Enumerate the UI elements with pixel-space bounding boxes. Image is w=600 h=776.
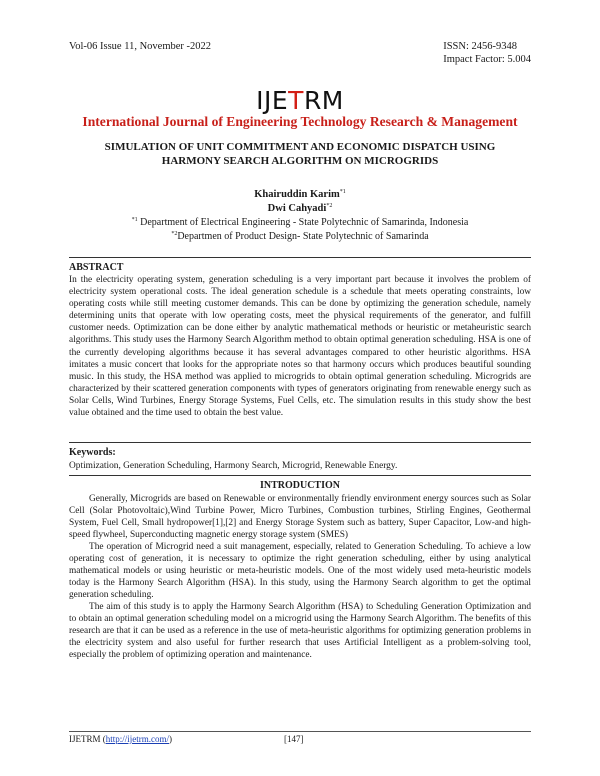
journal-name: International Journal of Engineering Technology Research & Management — [82, 114, 518, 129]
author-mark: *2 — [326, 203, 333, 209]
keywords-text: Optimization, Generation Scheduling, Harmony Search, Microgrid, Renewable Energy. — [69, 461, 398, 471]
author-mark: *1 — [339, 189, 346, 195]
footer-journal-name: IJETRM ( — [69, 734, 106, 744]
abstract-text: In the electricity operating system, generation scheduling is a very important part because it involves the problem of electricity system operational costs. The ideal generation schedule is a schedule that meets operating constraints, low operating costs while still meeting customer demands. This can be done by optimizing the generation schedule, namely determining units that operate with low operating costs, meet the physical requirements of the generator, and fulfill customer needs. Optimization can be done either by analytic mathematical methods or heuristic or metaheuristic search algorithms. This study uses the Harmony Search Algorithm method to obtain optimal generation scheduling. HSA is one of the currently developing algorithms because it has several advantages compared to other heuristic algorithms. HSA imitates a music concert that looks for the appropriate notes so that harmony occurs which produces beautiful sounding music. In this study, the HSA method was applied to microgrids to obtain optimal generation scheduling. Microgrids are characterized by their scattered generation components with types of generators originating from renewable energy such as Solar Cells, Wind Turbines, Energy Storage Systems, Fuel Cells, etc. The simulation results in this study show the best value obtained and the time used to obtain the best value. — [69, 275, 531, 419]
issue-text: Vol-06 Issue 11, November -2022 — [69, 41, 212, 52]
affiliation-2 — [0, 228, 600, 243]
logo-red-letter: T — [288, 86, 304, 115]
footer-link[interactable]: http://ijetrm.com/ — [105, 734, 169, 744]
intro-paragraph: Generally, Microgrids are based on Renewable or environmentally friendly environment energy sources such as Solar Cell (Solar Photovoltaic),Wind Turbine Power, Micro Turbines, Combustion turbines, Stirling Engines, Geothermal System, Fuel Cell, Small hydropower[1],[2] and Energy Storage System such as battery, Super Capacitor, Low-and high-speed flywheel, Superconducting magnetic energy storage system (SMES) — [69, 494, 531, 540]
affiliation-text: Departmen of Product Design- State Polytechnic of Samarinda — [177, 231, 429, 242]
author-name: Dwi Cahyadi — [267, 203, 327, 214]
logo-suffix: RM — [303, 86, 344, 115]
issn-text: ISSN: 2456-9348 — [443, 41, 518, 52]
issue-info — [69, 40, 211, 53]
author-name: Khairuddin Karim — [254, 189, 340, 200]
introduction-body — [69, 493, 531, 661]
affiliation-1 — [0, 214, 600, 229]
footer-rule — [69, 731, 531, 732]
footer-journal — [69, 734, 172, 745]
paper-title — [60, 140, 540, 168]
affiliation-mark: *1 — [131, 217, 138, 223]
intro-paragraph: The aim of this study is to apply the Harmony Search Algorithm (HSA) to Scheduling Generation Optimization and to obtain an optimal generation scheduling model on a microgrid using the Harmony Search Algorithm. The benefits of this research are that it can be used as a reference in the use of meta-heuristic algorithms for optimizing generation problems in the electricity system and also useful for further research that uses Artificial Intelligent as a problem-solving tool, especially the problem of optimizing operation and maintenance. — [69, 602, 531, 660]
affiliation-mark: *2 — [171, 231, 178, 237]
title-line: SIMULATION OF UNIT COMMITMENT AND ECONOMIC DISPATCH USING — [104, 141, 496, 153]
title-line: HARMONY SEARCH ALGORITHM ON MICROGRIDS — [161, 155, 439, 167]
issn-block — [443, 40, 531, 66]
journal-logo — [0, 88, 600, 114]
keywords-heading: Keywords: — [69, 447, 116, 458]
impact-factor-text: Impact Factor: 5.004 — [443, 54, 531, 65]
keywords-bottom-rule — [69, 475, 531, 476]
author-2 — [0, 200, 600, 215]
abstract-top-rule — [69, 257, 531, 258]
intro-paragraph: The operation of Microgrid need a suit management, especially, related to Generation Scheduling. To achieve a low operating cost of generation, it is necessary to optimize the right generation scheduling, either by using analytical mathematical models or using heuristic or meta-heuristic models. One of the most widely used meta-heuristic models today is the Harmony Search Algorithm (HSA). In this study, using the Harmony Search algorithm to get the optimal generation scheduling. — [69, 542, 531, 600]
keywords-top-rule — [69, 442, 531, 443]
abstract-heading: ABSTRACT — [69, 262, 124, 273]
author-1 — [0, 186, 600, 201]
affiliation-text: Department of Electrical Engineering - State Polytechnic of Samarinda, Indonesia — [137, 217, 469, 228]
logo-prefix: IJE — [256, 86, 289, 115]
introduction-heading: INTRODUCTION — [259, 480, 340, 491]
page-number: [147] — [284, 734, 304, 744]
footer-close-paren: ) — [169, 734, 172, 744]
